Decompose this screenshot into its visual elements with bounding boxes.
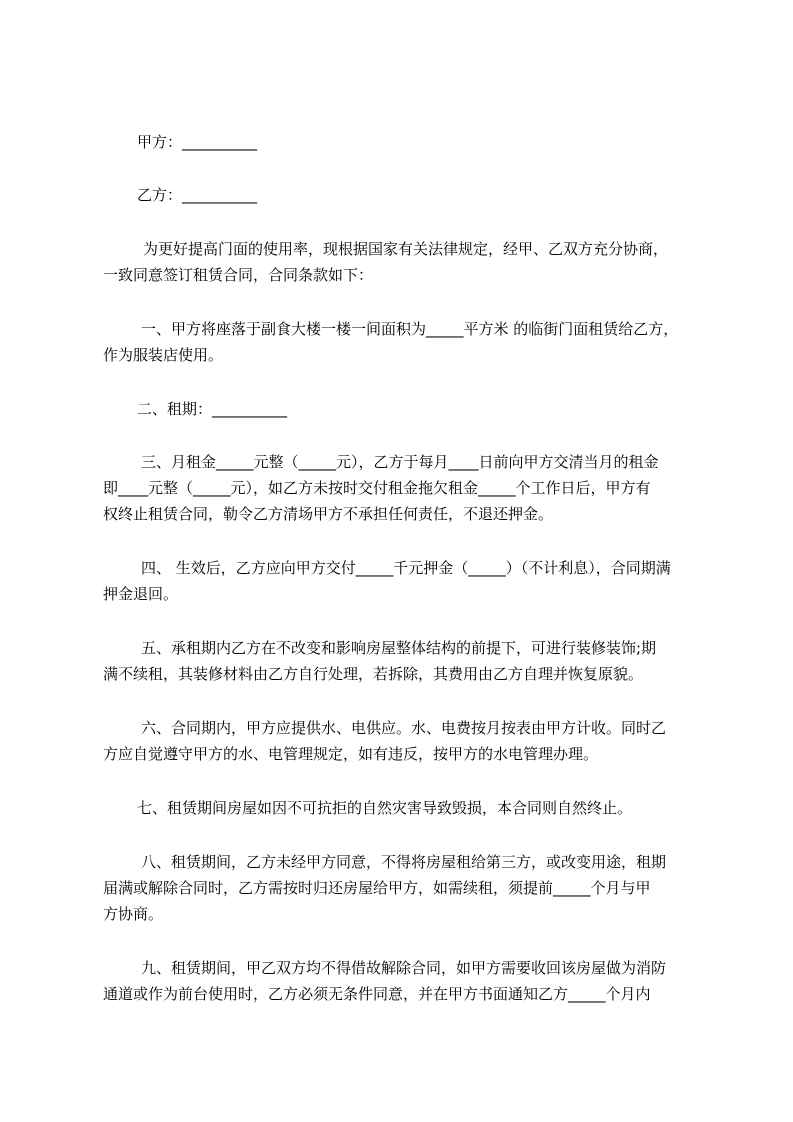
clause-6-line-2: 方应自觉遵守甲方的水、电管理规定，如有违反，按甲方的水电管理办理。 [103,745,599,763]
clause-2-line-1: 二、租期：__________ [137,400,288,418]
intro-line-1: 为更好提高门面的使用率，现根据国家有关法律规定，经甲、乙双方充分协商， [143,240,669,258]
clause-9-line-1: 九、租赁期间，甲乙双方均不得借故解除合同，如甲方需要收回该房屋做为消防 [141,959,667,977]
clause-7-line-1: 七、租赁期间房屋如因不可抗拒的自然灾害导致毁损，本合同则自然终止。 [137,799,633,817]
clause-9-line-2: 通道或作为前台使用时，乙方必须无条件同意，并在甲方书面通知乙方_____个月内 [103,985,651,1003]
intro-line-2: 一致同意签订租赁合同，合同条款如下： [103,266,374,284]
clause-4-line-1: 四、 生效后，乙方应向甲方交付_____千元押金（_____）（不计利息），合同期满 [141,559,671,577]
party-b-line: 乙方：__________ [137,186,258,204]
clause-5-line-1: 五、承租期内乙方在不改变和影响房屋整体结构的前提下，可进行装修装饰;期 [141,639,657,657]
clause-3-line-1: 三、月租金_____元整（_____元），乙方于每月____日前向甲方交清当月的租金 [141,453,659,471]
clause-3-line-3: 权终止租赁合同，勒令乙方清场甲方不承担任何责任，不退还押金。 [103,505,554,523]
clause-1-line-2: 作为服装店使用。 [103,346,224,364]
clause-1-line-1: 一、甲方将座落于副食大楼一楼一间面积为_____平方米 的临街门面租赁给乙方， [141,320,679,338]
clause-3-line-2: 即____元整（_____元），如乙方未按时交付租金拖欠租金_____个工作日后，甲方有 [103,479,651,497]
party-a-line: 甲方：__________ [137,133,258,151]
clause-8-line-1: 八、租赁期间，乙方未经甲方同意，不得将房屋租给第三方，或改变用途，租期 [141,853,667,871]
clause-8-line-3: 方协商。 [103,905,164,923]
clause-6-line-1: 六、合同期内，甲方应提供水、电供应。水、电费按月按表由甲方计收。同时乙 [141,719,667,737]
clause-8-line-2: 届满或解除合同时，乙方需按时归还房屋给甲方，如需续租，须提前_____个月与甲 [103,879,651,897]
clause-5-line-2: 满不续租，其装修材料由乙方自行处理，若拆除，其费用由乙方自理并恢复原貌。 [103,665,644,683]
clause-4-line-2: 押金退回。 [103,585,179,603]
